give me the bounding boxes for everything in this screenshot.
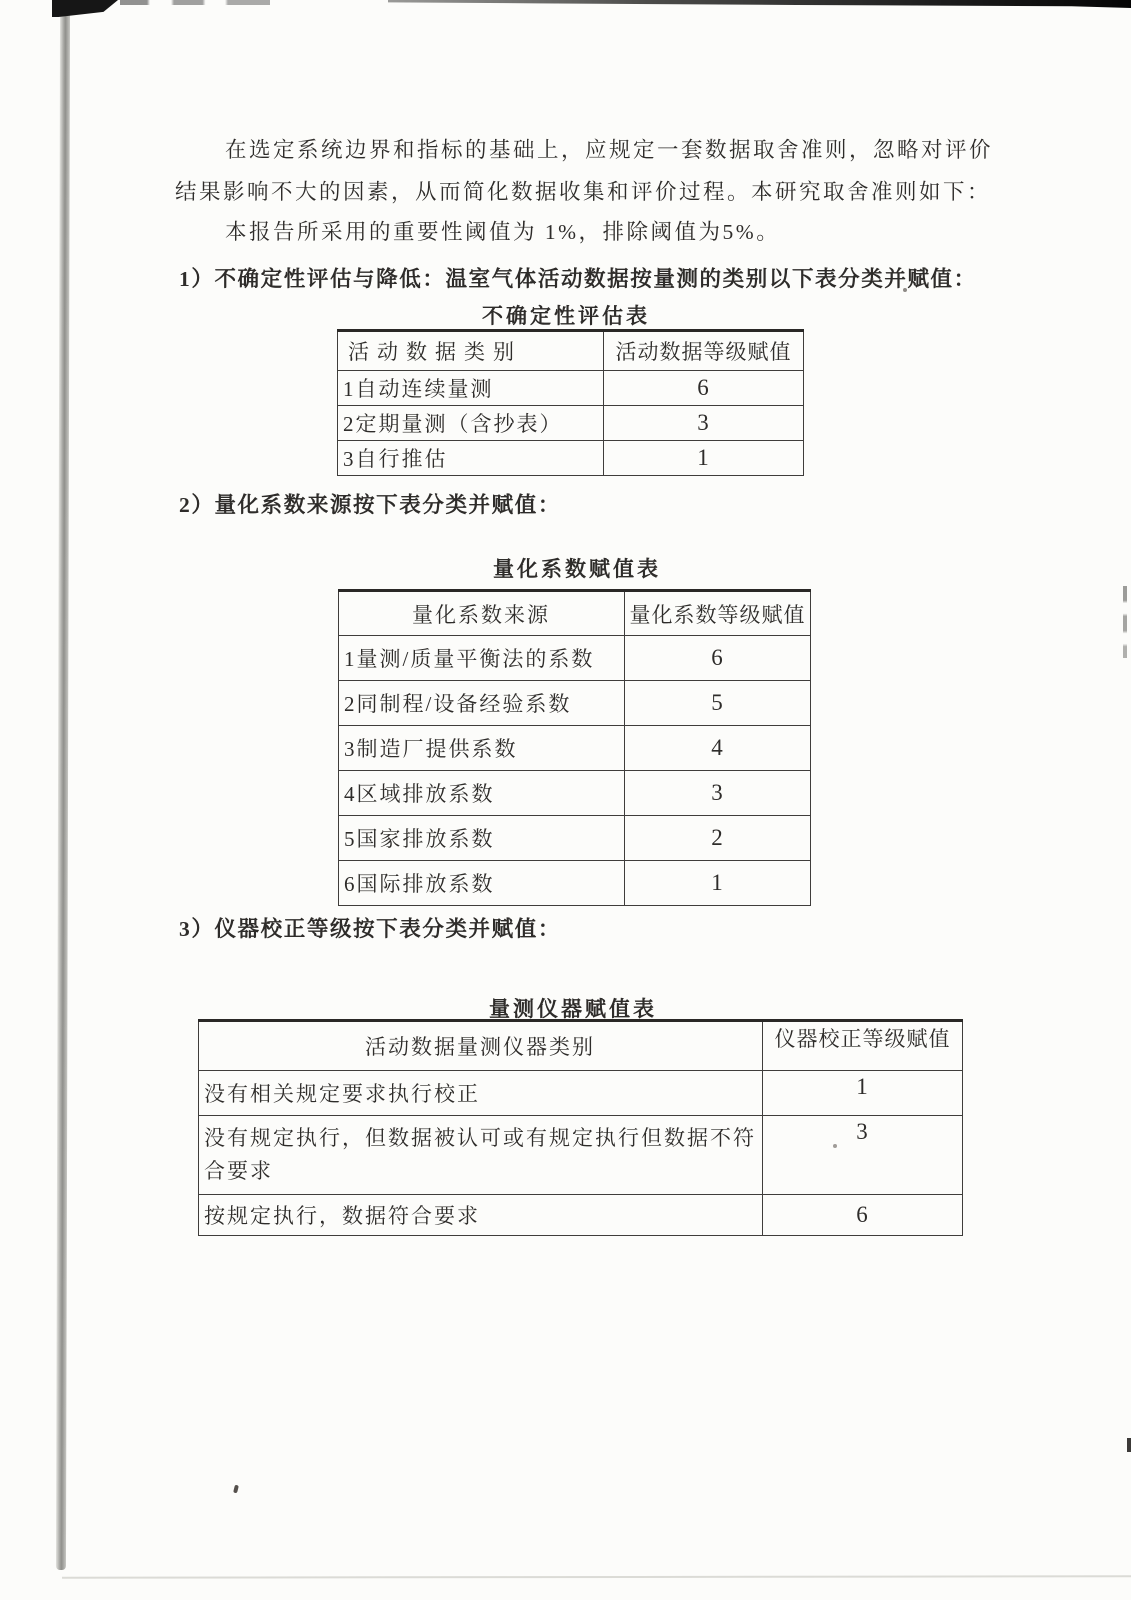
column-header: 活动数据类别: [338, 331, 604, 371]
value-cell: 5: [625, 681, 811, 726]
column-header: 量化系数等级赋值: [625, 591, 811, 636]
table-2-title: 量化系数赋值表: [493, 557, 661, 581]
value-cell: 6: [625, 636, 811, 681]
value-cell: 6: [604, 371, 804, 406]
category-cell: 5国家排放系数: [339, 816, 625, 861]
category-cell: 2定期量测（含抄表）: [338, 406, 604, 441]
table-row: [339, 816, 811, 861]
coefficient-table: [338, 589, 811, 906]
table-header-row: [199, 1021, 963, 1071]
instrument-table: [198, 1019, 963, 1236]
value-cell: 3: [763, 1116, 963, 1195]
column-header: 活动数据量测仪器类别: [199, 1021, 763, 1071]
column-header: [763, 1021, 963, 1071]
item-3-heading: 3）仪器校正等级按下表分类并赋值：: [179, 917, 561, 941]
paragraph-line-3: 本报告所采用的重要性阈值为 1%，排除阈值为5%。: [225, 220, 781, 244]
table-header-row: [338, 331, 804, 371]
table-1-title: 不确定性评估表: [482, 304, 650, 328]
value-cell: 2: [625, 816, 811, 861]
scan-corner-artifact: [52, 0, 118, 17]
value-cell: 3: [625, 771, 811, 816]
table-row: [339, 771, 811, 816]
table-row: [339, 681, 811, 726]
table-row: [339, 726, 811, 771]
scan-edge-line: [56, 10, 70, 1570]
column-header: 量化系数来源: [339, 591, 625, 636]
scan-speck: [233, 1485, 239, 1494]
table-row: [199, 1195, 963, 1236]
table-3-title: 量测仪器赋值表: [489, 997, 657, 1021]
table-row: [199, 1116, 963, 1195]
table-row: [338, 441, 804, 476]
value-cell: 6: [763, 1195, 963, 1236]
table-row: [338, 371, 804, 406]
column-header: 活动数据等级赋值: [604, 331, 804, 371]
item-1-heading: 1）不确定性评估与降低：温室气体活动数据按量测的类别以下表分类并赋值：: [179, 267, 977, 291]
category-cell: 2同制程/设备经验系数: [339, 681, 625, 726]
category-cell: 3制造厂提供系数: [339, 726, 625, 771]
value-cell: 1: [604, 441, 804, 476]
value-cell: 1: [763, 1071, 963, 1116]
scan-right-edge-mark: [1127, 1438, 1131, 1452]
category-cell: 没有相关规定要求执行校正: [199, 1071, 763, 1116]
table-row: [339, 636, 811, 681]
table-row: [338, 406, 804, 441]
category-cell: 没有规定执行，但数据被认可或有规定执行但数据不符合要求: [199, 1116, 763, 1195]
category-cell: 按规定执行，数据符合要求: [199, 1195, 763, 1236]
table-row: [339, 861, 811, 906]
category-cell: 6国际排放系数: [339, 861, 625, 906]
category-cell: 4区域排放系数: [339, 771, 625, 816]
category-cell: 3自行推估: [338, 441, 604, 476]
table-header-row: [339, 591, 811, 636]
value-cell: 1: [625, 861, 811, 906]
value-cell: 3: [604, 406, 804, 441]
paragraph-line-2: 结果影响不大的因素，从而简化数据收集和评价过程。本研究取舍准则如下：: [175, 180, 992, 204]
uncertainty-table: [337, 329, 804, 476]
scan-bottom-edge-line: [62, 1575, 1131, 1578]
item-2-heading: 2）量化系数来源按下表分类并赋值：: [179, 493, 561, 517]
category-cell: 1自动连续量测: [338, 371, 604, 406]
column-header-text: 仪器校正等级赋值: [774, 1027, 951, 1051]
table-row: [199, 1071, 963, 1116]
paragraph-line-1: 在选定系统边界和指标的基础上，应规定一套数据取舍准则，忽略对评价: [225, 138, 994, 162]
value-cell: 4: [625, 726, 811, 771]
scan-right-edge-dashes: [1123, 586, 1127, 658]
category-cell: 1量测/质量平衡法的系数: [339, 636, 625, 681]
scan-top-edge-shadow: [388, 0, 1131, 8]
scan-top-dashes: [120, 0, 270, 5]
